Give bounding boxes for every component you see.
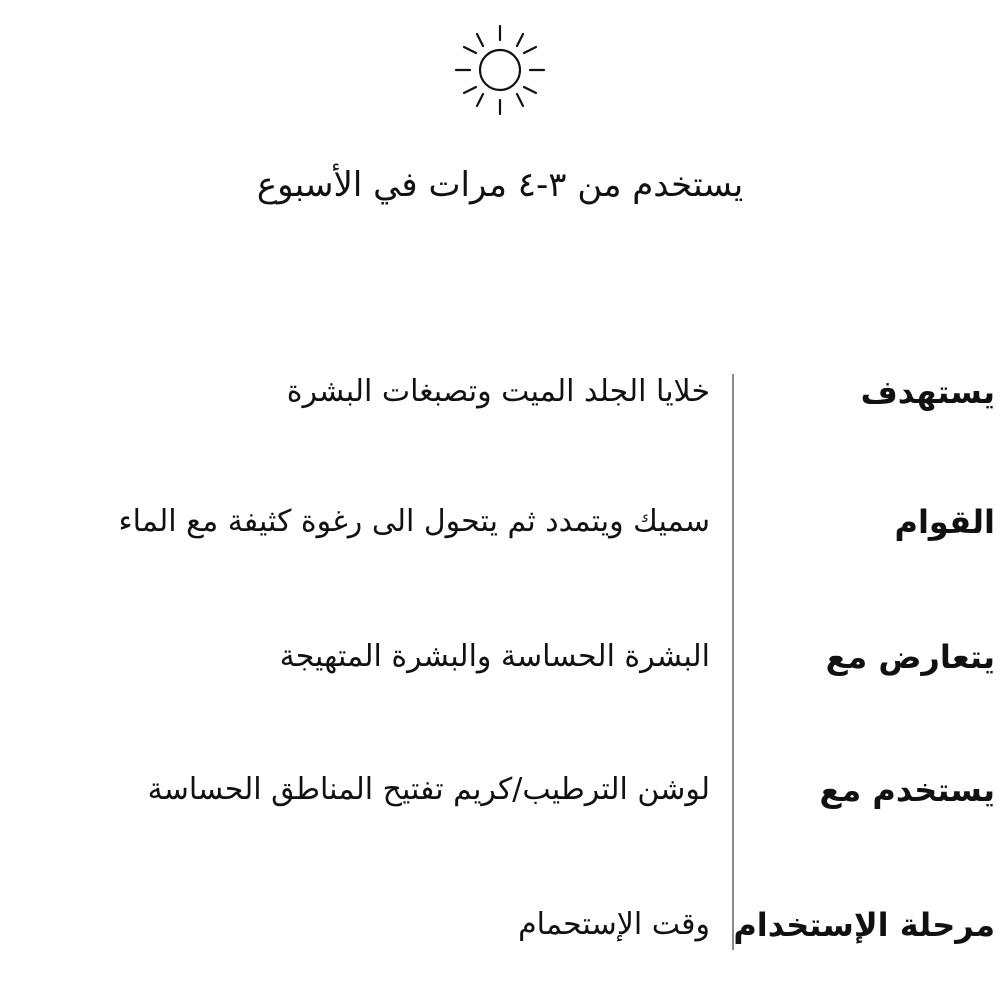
detail-row-target xyxy=(0,362,1000,422)
detail-row-usage-stage xyxy=(0,895,1000,955)
detail-row-use-with xyxy=(0,760,1000,820)
detail-value: سميك ويتمدد ثم يتحول الى رغوة كثيفة مع الماء xyxy=(118,504,710,539)
detail-value: لوشن الترطيب/كريم تفتيح المناطق الحساسة xyxy=(147,772,710,807)
detail-value: وقت الإستحمام xyxy=(518,907,710,942)
usage-frequency: يستخدم من ٣-٤ مرات في الأسبوع xyxy=(256,165,744,205)
detail-value: خلايا الجلد الميت وتصبغات البشرة xyxy=(286,374,710,409)
detail-row-conflicts xyxy=(0,627,1000,687)
detail-value: البشرة الحساسة والبشرة المتهيجة xyxy=(279,639,710,674)
sun-icon xyxy=(450,20,550,120)
detail-label: يستخدم مع xyxy=(819,771,995,809)
detail-label: القوام xyxy=(894,503,995,541)
detail-label: يستهدف xyxy=(860,373,995,411)
detail-label: مرحلة الإستخدام xyxy=(733,906,995,944)
detail-label: يتعارض مع xyxy=(825,638,995,676)
detail-row-texture xyxy=(0,492,1000,552)
